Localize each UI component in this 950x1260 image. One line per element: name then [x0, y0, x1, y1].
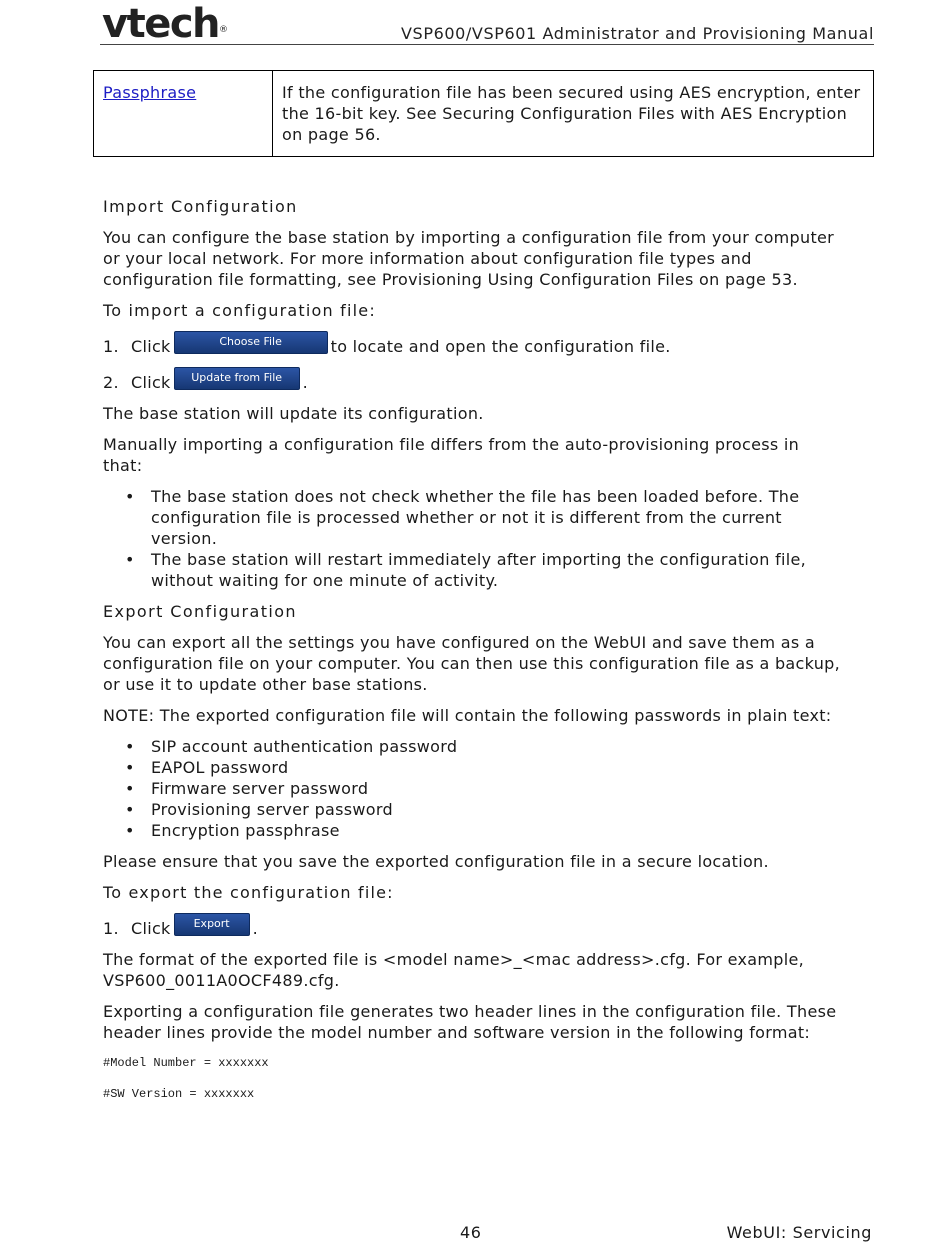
list-item: • Provisioning server password	[103, 799, 843, 820]
import-difference-intro: Manually importing a configuration file differs from the auto-provisioning process in that:	[103, 435, 800, 475]
list-item: • SIP account authentication password	[103, 736, 843, 757]
step-text: to locate and open the configuration file.	[330, 337, 671, 356]
step-text: .	[302, 373, 309, 392]
update-from-file-button[interactable]: Update from File	[174, 367, 300, 390]
parameter-name-cell	[94, 71, 273, 157]
export-configuration-heading: Export Configuration	[103, 602, 297, 621]
code-line: #SW Version = xxxxxxx	[103, 1087, 255, 1101]
step-number: 1.	[103, 337, 119, 356]
page-number: 46	[460, 1223, 482, 1242]
import-step-1	[103, 331, 843, 357]
export-step-1	[103, 913, 843, 939]
registered-mark: ®	[219, 25, 229, 35]
list-item: • The base station will restart immediately after importing the configuration file, without waiting for one minute of activity.	[103, 549, 843, 591]
password-list	[103, 736, 843, 841]
import-step-2	[103, 367, 843, 393]
import-procedure-title: To import a configuration file:	[103, 301, 376, 320]
step-number: 1.	[103, 919, 119, 938]
export-note: NOTE: The exported configuration file will contain the following passwords in plain text:	[103, 706, 832, 725]
step-text: Click	[131, 373, 171, 392]
export-header-lines-text: Exporting a configuration file generates two header lines in the configuration file. These header lines provide the model number and software version in the following format:	[103, 1002, 837, 1042]
list-item: • Firmware server password	[103, 778, 843, 799]
export-button[interactable]: Export	[174, 913, 250, 936]
parameter-table	[93, 70, 874, 157]
import-difference-list	[103, 486, 843, 591]
document-title: VSP600/VSP601 Administrator and Provisioning Manual	[401, 24, 874, 43]
footer-section-title: WebUI: Servicing	[726, 1223, 872, 1242]
import-configuration-heading: Import Configuration	[103, 197, 298, 216]
list-item: • EAPOL password	[103, 757, 843, 778]
step-number: 2.	[103, 373, 119, 392]
import-intro: You can configure the base station by importing a configuration file from your computer or your local network. For more information about configuration file types and configuration file formatting, see Provisioning Using Configuration Files on page 53.	[103, 228, 835, 289]
step-text: .	[252, 919, 259, 938]
list-item: • Encryption passphrase	[103, 820, 843, 841]
choose-file-button[interactable]: Choose File	[174, 331, 328, 354]
export-intro: You can export all the settings you have configured on the WebUI and save them as a configuration file on your computer. You can then use this configuration file as a backup, or use it to update other base stations.	[103, 633, 840, 694]
header-divider	[100, 44, 874, 45]
code-line: #Model Number = xxxxxxx	[103, 1056, 269, 1070]
export-format-text: The format of the exported file is <model name>_<mac address>.cfg. For example, VSP600_0011A0OCF489.cfg.	[103, 950, 805, 990]
passphrase-link[interactable]: Passphrase	[103, 83, 197, 102]
export-procedure-title: To export the configuration file:	[103, 883, 394, 902]
list-item: • The base station does not check whether the file has been loaded before. The configuration file is processed whether or not it is different from the current version.	[103, 486, 843, 549]
table-row	[94, 71, 874, 157]
step-text: Click	[131, 919, 171, 938]
export-ensure: Please ensure that you save the exported configuration file in a secure location.	[103, 852, 769, 871]
vtech-logo: vtech®	[102, 1, 229, 47]
step-text: Click	[131, 337, 171, 356]
page-content	[103, 196, 843, 1115]
parameter-description-cell: If the configuration file has been secured using AES encryption, enter the 16-bit key. See Securing Configuration Files with AES Encryption on page 56.	[273, 71, 874, 157]
import-result: The base station will update its configuration.	[103, 404, 484, 423]
